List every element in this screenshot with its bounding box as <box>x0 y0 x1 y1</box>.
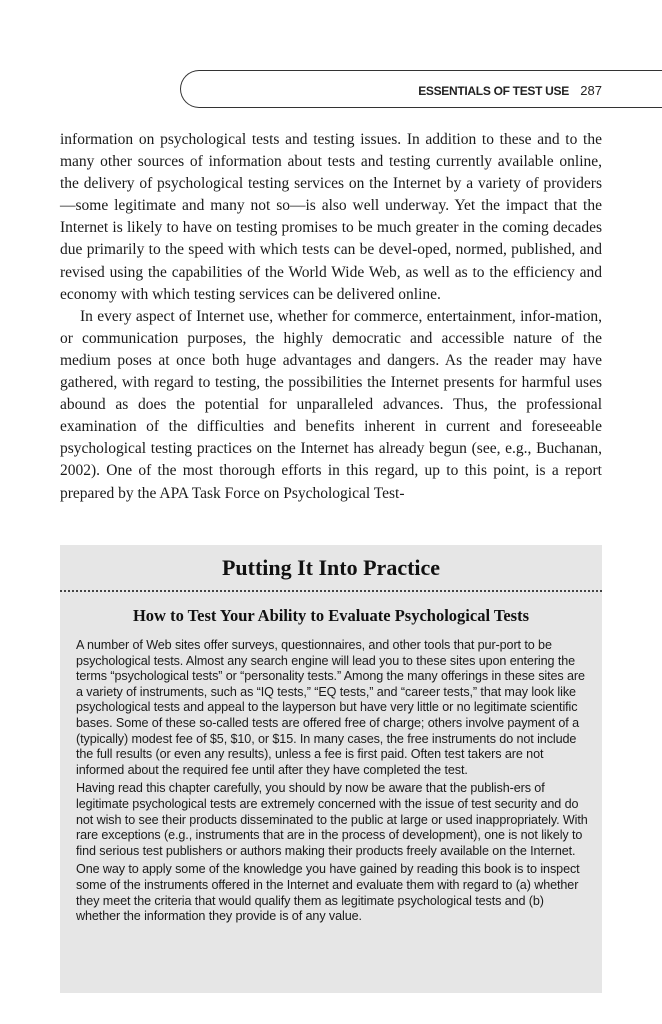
page-number: 287 <box>580 83 602 98</box>
box-body <box>76 638 588 925</box>
body-paragraph-2: In every aspect of Internet use, whether for commerce, entertainment, infor-mation, or communication purposes, the highly democratic and accessible nature of the medium poses at once both huge advantages and dangers. As the reader may have gathered, with regard to testing, the possibilities the Internet presents for harmful uses abound as does the potential for unparalleled advances. Thus, the professional examination of the difficulties and benefits inherent in current and foreseeable psychological testing practices on the Internet has already begun (see, e.g., Buchanan, 2002). One of the most thorough efforts in this regard, up to this point, is a report prepared by the APA Task Force on Psychological Test- <box>60 307 602 502</box>
box-paragraph-1: A number of Web sites offer surveys, questionnaires, and other tools that pur-port to be psychological tests. Almost any search engine will lead you to these sites upon entering the terms “psychological tests” or “personality tests.” Among the many offerings in these sites are a variety of instruments, such as “IQ tests,” “EQ tests,” and “career tests,” that may look like psychological tests and appeal to the layperson but have very little or no legitimate scientific bases. Some of these so-called tests are offered free of charge; others involve payment of a (typically) modest fee of $5, $10, or $15. In many cases, the free instruments do not include the full results (or even any results), unless a fee is first paid. Often test takers are not informed about the required fee until after they have completed the test. <box>76 638 585 777</box>
box-title: Putting It Into Practice <box>221 555 441 580</box>
box-divider <box>60 590 602 592</box>
box-paragraph-2: Having read this chapter carefully, you should by now be aware that the publish-ers of legitimate psychological tests are extremely concerned with the issue of test security and do not wish to see their products disseminated to the public at large or used inappropriately. With rare exceptions (e.g., instruments that are in the process of development), one is not likely to find serious test publishers or authors making their products freely available on the Internet. <box>76 781 588 858</box>
running-head <box>418 83 602 98</box>
main-text <box>60 129 602 505</box>
box-subtitle: How to Test Your Ability to Evaluate Psychological Tests <box>132 606 530 625</box>
body-paragraph-1: information on psychological tests and testing issues. In addition to these and to the many other sources of information about tests and testing currently available online, the delivery of psychological testing services on the Internet by a variety of providers—some legitimate and many not so—is also well underway. Yet the impact that the Internet is likely to have on testing promises to be much greater in the coming decades due primarily to the speed with which tests can be devel-oped, normed, published, and revised using the capabilities of the World Wide Web, as well as to the efficiency and economy with which testing services can be delivered online. <box>60 131 602 303</box>
putting-it-into-practice-box <box>60 545 602 993</box>
running-head-title: ESSENTIALS OF TEST USE <box>418 84 569 98</box>
box-paragraph-3: One way to apply some of the knowledge you have gained by reading this book is to inspect some of the instruments offered in the Internet and evaluate them with regard to (a) whether they meet the criteria that would qualify them as legitimate psychological tests and (b) whether the information they provide is of any value. <box>76 862 580 924</box>
